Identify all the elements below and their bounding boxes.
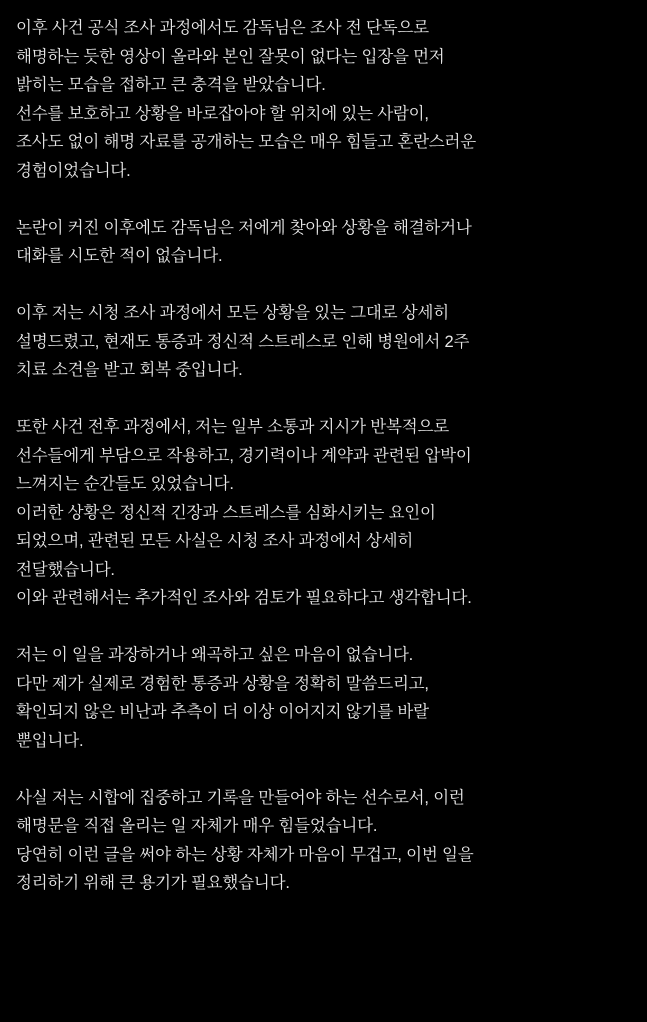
text-line: 뿐입니다.	[16, 731, 84, 750]
text-line: 되었으며, 관련된 모든 사실은 시청 조사 과정에서 상세히	[16, 532, 414, 550]
text-line: 사실 저는 시합에 집중하고 기록을 만들어야 하는 선수로서, 이런	[16, 788, 465, 807]
text-line: 정리하기 위해 큰 용기가 필요했습니다.	[16, 874, 290, 892]
text-line: 당연히 이런 글을 써야 하는 상황 자체가 마음이 무겁고, 이번 일을	[16, 845, 474, 864]
text-line: 다만 제가 실제로 경험한 통증과 상황을 정확히 말씀드리고,	[16, 674, 429, 693]
text-line: 확인되지 않은 비난과 추측이 더 이상 이어지지 않기를 바랄	[16, 703, 429, 721]
text-line: 대화를 시도한 적이 없습니다.	[16, 247, 223, 265]
text-line: 논란이 커진 이후에도 감독님은 저에게 찾아와 상황을 해결하거나	[16, 218, 472, 237]
text-line: 설명드렸고, 현재도 통증과 정신적 스트레스로 인해 병원에서 2주	[16, 332, 470, 351]
paragraph	[16, 641, 631, 755]
text-line: 이후 저는 시청 조사 과정에서 모든 상황을 있는 그대로 상세히	[16, 304, 449, 322]
text-line: 느껴지는 순간들도 있었습니다.	[16, 475, 234, 493]
paragraph	[16, 413, 631, 613]
text-line: 해명하는 듯한 영상이 올라와 본인 잘못이 없다는 입장을 먼저	[16, 47, 445, 66]
text-line: 치료 소견을 받고 회복 중입니다.	[16, 361, 243, 379]
text-line: 선수들에게 부담으로 작용하고, 경기력이나 계약과 관련된 압박이	[16, 446, 472, 465]
text-line: 전달했습니다.	[16, 560, 115, 579]
text-line: 이후 사건 공식 조사 과정에서도 감독님은 조사 전 단독으로	[16, 19, 429, 37]
text-line: 조사도 없이 해명 자료를 공개하는 모습은 매우 힘들고 혼란스러운	[16, 133, 477, 151]
paragraph	[16, 299, 631, 385]
text-line: 경험이었습니다.	[16, 161, 131, 180]
text-line: 이와 관련해서는 추가적인 조사와 검토가 필요하다고 생각합니다.	[16, 589, 472, 607]
text-line: 선수를 보호하고 상황을 바로잡아야 할 위치에 있는 사람이,	[16, 104, 429, 123]
text-line: 이러한 상황은 정신적 긴장과 스트레스를 심화시키는 요인이	[16, 503, 436, 522]
paragraph	[16, 784, 631, 898]
text-line: 저는 이 일을 과장하거나 왜곡하고 싶은 마음이 없습니다.	[16, 646, 414, 664]
paragraph	[16, 14, 631, 185]
text-line: 밝히는 모습을 접하고 큰 충격을 받았습니다.	[16, 76, 326, 94]
text-line: 또한 사건 전후 과정에서, 저는 일부 소통과 지시가 반복적으로	[16, 418, 449, 436]
paragraph	[16, 214, 631, 271]
text-line: 해명문을 직접 올리는 일 자체가 매우 힘들었습니다.	[16, 817, 378, 835]
